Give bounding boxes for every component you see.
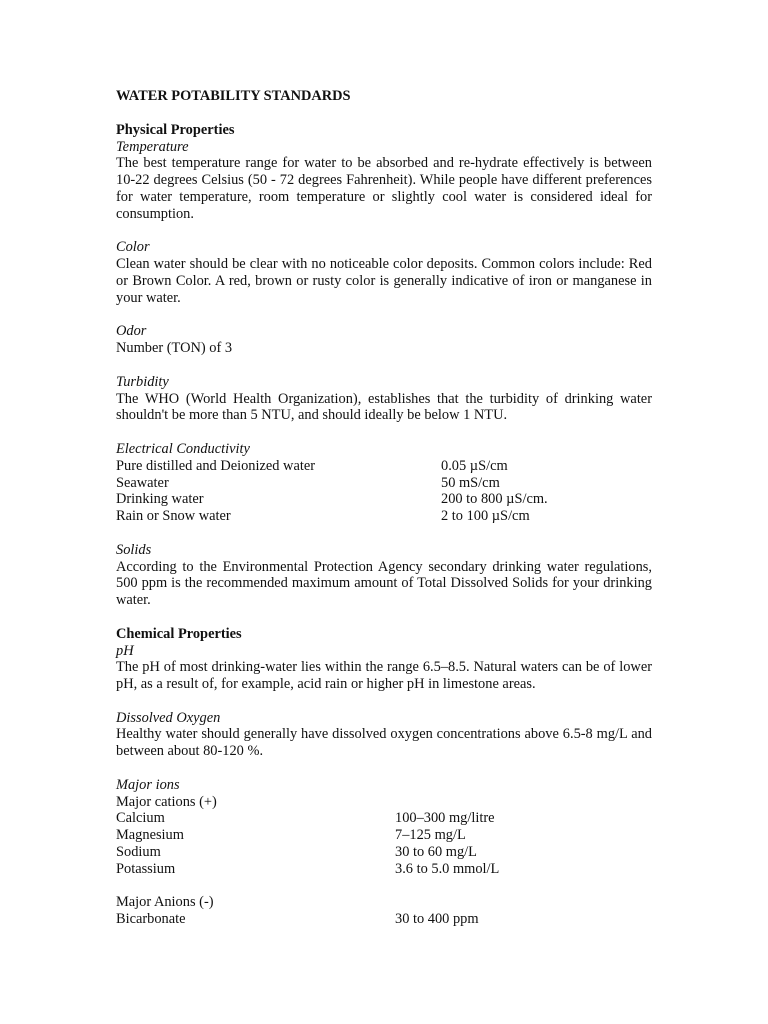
odor-block <box>116 323 652 357</box>
physical-properties-heading: Physical Properties <box>116 121 235 138</box>
cation-value: 3.6 to 5.0 mmol/L <box>395 860 500 877</box>
odor-text: Number (TON) of 3 <box>116 340 233 357</box>
conductivity-row <box>116 458 652 475</box>
cation-name: Potassium <box>116 860 176 877</box>
conductivity-row-name: Rain or Snow water <box>116 508 231 525</box>
cation-value: 30 to 60 mg/L <box>395 844 477 861</box>
conductivity-row-value: 50 mS/cm <box>441 474 500 491</box>
chemical-properties-heading: Chemical Properties <box>116 625 242 642</box>
conductivity-row-name: Seawater <box>116 474 169 491</box>
turbidity-text: The WHO (World Health Organization), establishes that the turbidity of drinking water shouldn't be more than 5 NTU, and should ideally be below 1 NTU. <box>116 390 652 424</box>
conductivity-row-value: 0.05 µS/cm <box>441 457 508 474</box>
color-label: Color <box>116 239 150 256</box>
dissolved-oxygen-block <box>116 710 652 760</box>
document-title: WATER POTABILITY STANDARDS <box>116 88 351 104</box>
physical-properties-section <box>116 122 652 609</box>
cation-name: Sodium <box>116 844 161 861</box>
anion-name: Bicarbonate <box>116 911 186 928</box>
cation-name: Calcium <box>116 810 165 827</box>
ph-text: The pH of most drinking-water lies within the range 6.5–8.5. Natural waters can be of lower pH, as a result of, for example, acid rain or higher pH in limestone areas. <box>116 659 652 693</box>
conductivity-row <box>116 508 652 525</box>
cation-row <box>116 810 652 827</box>
major-ions-label: Major ions <box>116 776 180 793</box>
major-cations-label: Major cations (+) <box>116 793 217 810</box>
dissolved-oxygen-text: Healthy water should generally have dissolved oxygen concentrations above 6.5-8 mg/L and between about 80-120 %. <box>116 726 652 760</box>
turbidity-label: Turbidity <box>116 373 169 390</box>
solids-text: According to the Environmental Protection Agency secondary drinking water regulations, 500 ppm is the recommended maximum amount of Total Dissolved Solids for your drinking water. <box>116 558 652 609</box>
dissolved-oxygen-label: Dissolved Oxygen <box>116 709 221 726</box>
color-block <box>116 239 652 306</box>
cation-name: Magnesium <box>116 827 184 844</box>
solids-label: Solids <box>116 541 152 558</box>
major-ions-block <box>116 777 652 878</box>
conductivity-block <box>116 441 652 525</box>
cation-row <box>116 844 652 861</box>
cation-row <box>116 861 652 878</box>
chemical-properties-section <box>116 626 652 928</box>
anion-row <box>116 911 652 928</box>
turbidity-block <box>116 374 652 424</box>
temperature-block <box>116 139 652 223</box>
ph-block <box>116 643 652 693</box>
major-anions-label: Major Anions (-) <box>116 894 214 911</box>
conductivity-row <box>116 475 652 492</box>
conductivity-row-name: Pure distilled and Deionized water <box>116 457 316 474</box>
color-text: Clean water should be clear with no noticeable color deposits. Common colors include: Red or Brown Color. A red, brown or rusty color is generally indicative of iron or manganese in your water. <box>116 256 652 306</box>
conductivity-row-name: Drinking water <box>116 491 204 508</box>
major-anions-block <box>116 894 652 928</box>
conductivity-row-value: 200 to 800 µS/cm. <box>441 491 548 508</box>
cation-value: 100–300 mg/litre <box>395 810 495 827</box>
solids-block <box>116 542 652 609</box>
conductivity-label: Electrical Conductivity <box>116 440 250 457</box>
temperature-label: Temperature <box>116 138 189 155</box>
conductivity-row <box>116 491 652 508</box>
conductivity-row-value: 2 to 100 µS/cm <box>441 508 530 525</box>
temperature-text: The best temperature range for water to be absorbed and re-hydrate effectively is between 10-22 degrees Celsius (50 - 72 degrees Fahrenheit). While people have different preferences for water temperature, room temperature or slightly cool water is considered ideal for consumption. <box>116 155 652 222</box>
cation-row <box>116 827 652 844</box>
anion-value: 30 to 400 ppm <box>395 911 479 928</box>
ph-label: pH <box>116 642 134 659</box>
cation-value: 7–125 mg/L <box>395 827 466 844</box>
document-page <box>116 88 652 945</box>
odor-label: Odor <box>116 323 147 340</box>
